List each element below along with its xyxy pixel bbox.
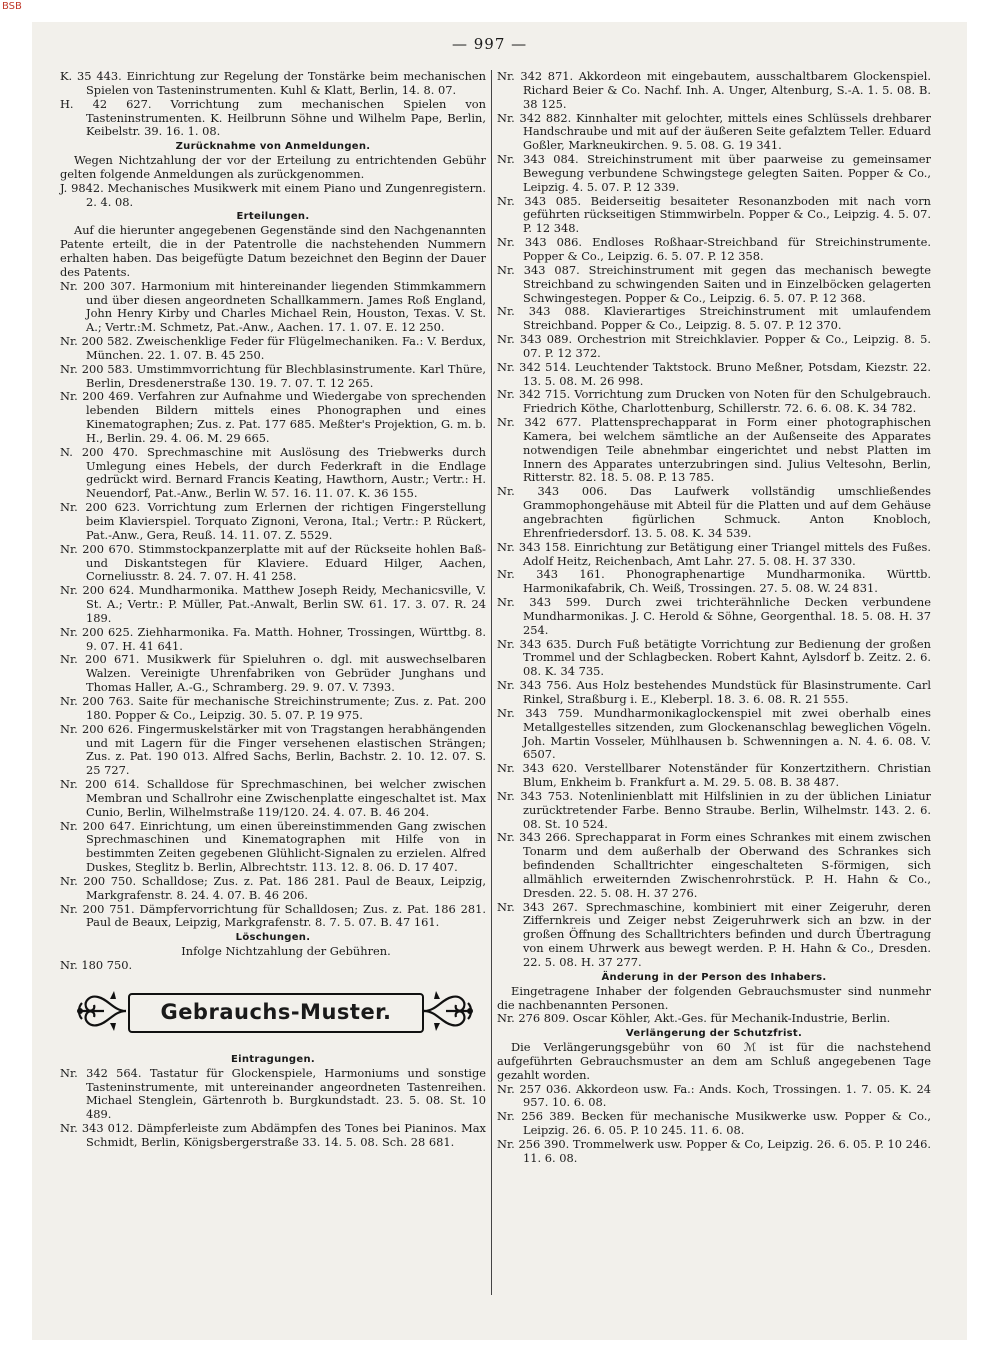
entry: Nr. 342 514. Leuchtender Taktstock. Bruno Meßner, Potsdam, Kiezstr. 22. 13. 5. 08. M. 26 998.: [497, 359, 931, 388]
entry: Nr. 343 087. Streichinstrument mit gegen das mechanisch bewegte Streichband zu schwingenden Saiten und in Einzelböcken gelagerten Schwingestegen. Popper & Co., Leipzig. 6. 5. 07. P. 12 368.: [497, 262, 931, 305]
left-column: [60, 70, 486, 1150]
entry: Nr. 342 882. Kinnhalter mit gelochter, mittels eines Schlüssels drehbarer Handschraube und mit auf der äußeren Seite gefalztem Teller. Eduard Goßler, Markneukirchen. 9. 5. 08. G. 19 341.: [497, 110, 931, 153]
centered-line: Infolge Nichtzahlung der Gebühren.: [181, 944, 391, 959]
entry: Nr. 343 084. Streichinstrument mit über paarweise zu gemeinsamer Bewegung verbundene Schwingstege gelegten Saiten. Popper & Co., Leipzig. 4. 5. 07. P. 12 339.: [497, 152, 931, 194]
page-number: — 997 —: [452, 35, 528, 53]
entry: Nr. 256 390. Trommelwerk usw. Popper & Co, Leipzig. 26. 6. 05. P. 10 246. 11. 6. 08.: [497, 1136, 931, 1165]
column-divider: [491, 70, 492, 1295]
entry: H. 42 627. Vorrichtung zum mechanischen Spielen von Tasteninstrumenten. K. Heilbrunn Söhne und Wilhelm Pape, Berlin, Keibelstr. 39. 16. 1. 08.: [60, 96, 486, 139]
entry: Nr. 343 158. Einrichtung zur Betätigung einer Triangel mittels des Fußes. Adolf Heitz, Reichenbach, Amt Lahr. 27. 5. 08. H. 37 330.: [497, 539, 931, 568]
section-heading: Eintragungen.: [231, 1053, 315, 1065]
entry: K. 35 443. Einrichtung zur Regelung der Tonstärke beim mechanischen Spielen von Tasteninstrumenten. Kuhl & Klatt, Berlin, 14. 8. 07.: [60, 69, 486, 97]
entry: Nr. 342 564. Tastatur für Glockenspiele, Harmoniums und sonstige Tasteninstrumente, mit untereinander angeordneten Tastenreihen. Michael Stenglein, Gärtenroth b. Burgkundstadt. 23. 5. 08. St. 10 489.: [60, 1065, 486, 1122]
section-heading: Zurücknahme von Anmeldungen.: [175, 141, 371, 153]
entry: Nr. 343 759. Mundharmonikaglockenspiel mit zwei oberhalb eines Metallgestelles sitzenden, zum Glockenanschlag beweglichen Vögeln. Joh. Martin Vosseler, Mühlhausen b. Schwenningen a. N. 4. 6. 08. V. 6507.: [497, 705, 931, 762]
entry: Nr. 343 161. Phonographenartige Mundharmonika. Württb. Harmonikafabrik, Ch. Weiß, Trossingen. 27. 5. 08. W. 24 831.: [497, 567, 931, 596]
entry: Nr. 343 635. Durch Fuß betätigte Vorrichtung zur Bedienung der großen Trommel und der Schlagbecken. Robert Kahnt, Aylsdorf b. Zeitz. 2. 6. 08. K. 34 735.: [497, 636, 931, 679]
entry: Nr. 343 753. Notenliniеnblatt mit Hilfslinien in zu der üblichen Liniatur zurücktretender Farbe. Benno Straube. Berlin, Wilhelmstr. 143. 2. 6. 08. St. 10 524.: [497, 788, 931, 831]
entry: Nr. 200 670. Stimmstockpanzerplatte mit auf der Rückseite hohlen Baß- und Diskantstegen für Klaviere. Eduard Hilger, Aachen, Corneliusstr. 8. 24. 7. 07. H. 41 258.: [60, 541, 486, 584]
entry: Nr. 200 582. Zweischenklige Feder für Flügelmechaniken. Fa.: V. Berdux, München. 22. 1. 07. B. 45 250.: [60, 334, 486, 362]
entry: Nr. 343 085. Beiderseitig besaiteter Resonanzboden mit nach vorn geführten rückseitigen Stimmwirbeln. Popper & Co., Leipzig. 4. 5. 07. P. 12 348.: [497, 193, 931, 236]
entry: Nr. 257 036. Akkordeon usw. Fa.: Ands. Koch, Trossingen. 1. 7. 05. K. 24 957. 10. 6. 08.: [497, 1081, 931, 1110]
entry: Nr. 200 647. Einrichtung, um einen übereinstimmenden Gang zwischen Sprechmaschinen und Kinematographen mit Hilfe von in bestimmten Zeiten gegebenen Glühlicht-Signalen zu erzielen. Alfred Duskes, Steglitz b. Berlin, Albrechtstr. 113. 12. 8. 06. D. 17 407.: [60, 818, 486, 875]
entry: Nr. 200 469. Verfahren zur Aufnahme und Wiedergabe von sprechenden lebenden Bildern mittels eines Phonographen und eines Kinematographen; Zus. z. Pat. 177 685. Meßter's Projektion, G. m. b. H., Berlin. 29. 4. 06. M. 29 665.: [60, 389, 486, 445]
entry: Nr. 343 266. Sprechapparat in Form eines Schrankes mit einem zwischen Tonarm und dem außerhalb der Oberwand des Schrankes sich befindenden Schalltrichter eingeschalteten S-förmigen, sich allmählich erweiternden Zwischenrohrstück. P. H. Hahn & Co., Dresden. 22. 5. 08. H. 37 276.: [497, 830, 931, 900]
entry: Nr. 343 086. Endloses Roßhaar-Streichband für Streichinstrumente. Popper & Co., Leipzig. 6. 5. 07. P. 12 358.: [497, 235, 931, 263]
banner-frame: [128, 993, 424, 1033]
entry: Nr. 200 623. Vorrichtung zum Erlernen der richtigen Fingerstellung beim Klavierspiel. Torquato Zignoni, Verona, Ital.; Vertr.: P. Rückert, Pat.-Anw., Gera, Reuß. 14. 11. 07. Z. 5529.: [60, 500, 486, 542]
entry: Nr. 200 750. Schalldose; Zus. z. Pat. 186 281. Paul de Beaux, Leipzig, Markgrafenstr. 8. 24. 4. 07. B. 46 206.: [60, 873, 486, 902]
entry: Nr. 343 012. Dämpferleiste zum Abdämpfen des Tones bei Pianinos. Max Schmidt, Berlin, Königsbergerstraße 33. 14. 5. 08. Sch. 28 681.: [60, 1121, 486, 1149]
entry: Nr. 200 763. Saite für mechanische Streichinstrumente; Zus. z. Pat. 200 180. Popper & Co., Leipzig. 30. 5. 07. P. 19 975.: [60, 693, 486, 722]
section-heading: Verlängerung der Schutzfrist.: [625, 1028, 803, 1040]
gebrauchs-muster-banner: [60, 979, 486, 1043]
entry: Nr. 343 620. Verstellbarer Notenständer für Konzertzithern. Christian Blum, Enkheim b. Frankfurt a. M. 29. 5. 08. B. 38 487.: [497, 761, 931, 790]
entry: Nr. 343 599. Durch zwei trichterähnliche Decken verbundene Mundharmonikas. J. C. Herold & Söhne, Georgenthal. 18. 5. 08. H. 37 254.: [497, 595, 931, 637]
entry: Nr. 200 583. Umstimmvorrichtung für Blechblasinstrumente. Karl Thüre, Berlin, Dresdenerstraße 130. 19. 7. 07. T. 12 265.: [60, 361, 486, 390]
right-ornament-icon: [422, 985, 476, 1037]
entry: Nr. 200 307. Harmonium mit hintereinander liegenden Stimmkammern und über diesen angeordneten Schallkammern. James Roß England, John Henry Kirby und Charles Michael Rein, Houston, Texas. V. St. A.; Vertr.:M. Schmetz, Pat.-Anw., Aachen. 17. 1. 07. E. 12 250.: [60, 278, 486, 335]
section-title: Gebrauchs-Muster.: [160, 999, 392, 1024]
section-heading: Änderung in der Person des Inhabers.: [601, 971, 827, 983]
library-watermark: BSB: [2, 1, 22, 12]
entry: J. 9842. Mechanisches Musikwerk mit einem Piano und Zungenregistern. 2. 4. 08.: [60, 180, 486, 209]
entry: Nr. 180 750.: [60, 958, 133, 972]
section-heading: Erteilungen.: [236, 211, 310, 223]
entry: Nr. 343 006. Das Laufwerk vollständig umschließendes Grammophongehäuse mit Abteil für die Platten und auf dem Gehäuse angebrachten figürlichen Schmuck. Anton Knobloch, Ehrenfriedersdorf. 13. 5. 08. K. 34 539.: [497, 484, 931, 540]
paragraph: Eingetragene Inhaber der folgenden Gebrauchsmuster sind nunmehr die nachbenannten Personen.: [497, 983, 931, 1012]
entry: N. 200 470. Sprechmaschine mit Auslösung des Triebwerks durch Umlegung eines Hebels, der durch Federkraft in die Endlage gedrückt wird. Bernard Francis Keating, Hawthorn, Austr.; Vertr.: H. Neuendorf, Pat.-Anw., Berlin W. 57. 16. 11. 07. K. 36 155.: [60, 444, 486, 501]
entry: Nr. 200 614. Schalldose für Sprechmaschinen, bei welcher zwischen Membran und Schallrohr eine Zwischenplatte eingeschaltet ist. Max Cunio, Berlin, Wilhelmstraße 119/120. 24. 4. 07. B. 46 204.: [60, 777, 486, 819]
entry: Nr. 343 756. Aus Holz bestehendes Mundstück für Blasinstrumente. Carl Rinkel, Straßburg i. E., Kleberpl. 18. 3. 6. 08. R. 21 555.: [497, 678, 931, 706]
entry: Nr. 342 871. Akkordeon mit eingebautem, ausschaltbarem Glockenspiel. Richard Beier & Co. Nachf. Inh. A. Unger, Altenburg, S.-A. 1. 5. 08. B. 38 125.: [497, 69, 931, 111]
entry: Nr. 343 267. Sprechmaschine, kombiniert mit einer Zeigeruhr, deren Ziffernkreis und Zeiger nebst Zeigeruhrwerk sich an bzw. in der großen Öffnung des Schalltrichters befinden und durch Übertragung von einem Uhrwerk aus bewegt werden. P. H. Hahn & Co., Dresden. 22. 5. 08. H. 37 277.: [497, 899, 931, 969]
paragraph: Die Verlängerungsgebühr von 60 ℳ ist für die nachstehend aufgeführten Gebrauchsmuster an dem am Schluß angegebenen Tage gezahlt worden.: [497, 1040, 931, 1082]
paragraph: Wegen Nichtzahlung der vor der Erteilung zu entrichtenden Gebühr gelten folgende Anmeldungen als zurückgenommen.: [60, 153, 486, 181]
entry: Nr. 276 809. Oscar Köhler, Akt.-Ges. für Mechanik-Industrie, Berlin.: [497, 1011, 891, 1026]
entry: Nr. 342 677. Plattensprechapparat in Form einer photographischen Kamera, bei welchem sämtliche an der Außenseite des Apparates notwendigen Teile abnehmbar eingerichtet und nebst Platten im Innern des Apparates unterzubringen sind. Julius Veltesohn, Berlin, Ritterstr. 82. 18. 5. 08. P. 13 785.: [497, 415, 931, 485]
entry: Nr. 256 389. Becken für mechanische Musikwerke usw. Popper & Co., Leipzig. 26. 6. 05. P. 10 245. 11. 6. 08.: [497, 1109, 931, 1138]
right-column: [497, 70, 931, 1166]
entry: Nr. 343 089. Orchestrion mit Streichklavier. Popper & Co., Leipzig. 8. 5. 07. P. 12 372.: [497, 332, 931, 360]
section-heading: Löschungen.: [235, 932, 311, 944]
paragraph: Auf die hierunter angegebenen Gegenstände sind den Nachgenannten Patente erteilt, die in der Patentrolle die nachstehenden Nummern erhalten haben. Das beigefügte Datum bezeichnet den Beginn der Dauer des Patents.: [60, 223, 486, 279]
entry: Nr. 200 626. Fingermuskelstärker mit von Tragstangen herabhängenden und mit Lagern für die Finger versehenen elastischen Strängen; Zus. z. Pat. 190 013. Alfred Sachs, Berlin, Bachstr. 2. 10. 12. 07. S. 25 727.: [60, 721, 486, 778]
entry: Nr. 200 671. Musikwerk für Spieluhren o. dgl. mit auswechselbaren Walzen. Vereinigte Uhrenfabriken von Gebrüder Junghans und Thomas Haller, A.-G., Schramberg. 29. 9. 07. V. 7393.: [60, 652, 486, 695]
entry: Nr. 200 751. Dämpfervorrichtung für Schalldosen; Zus. z. Pat. 186 281. Paul de Beaux, Leipzig, Markgrafenstr. 8. 7. 5. 07. B. 47 161.: [60, 901, 486, 930]
entry: Nr. 200 625. Ziehharmonika. Fa. Matth. Hohner, Trossingen, Württbg. 8. 9. 07. H. 41 641.: [60, 624, 486, 653]
entry: Nr. 200 624. Mundharmonika. Matthew Joseph Reidy, Mechanicsville, V. St. A.; Vertr.: P. Müller, Pat.-Anwalt, Berlin SW. 61. 17. 3. 07. R. 24 189.: [60, 583, 486, 625]
entry: Nr. 343 088. Klavierartiges Streichinstrument mit umlaufendem Streichband. Popper & Co., Leipzig. 8. 5. 07. P. 12 370.: [497, 304, 931, 333]
entry: Nr. 342 715. Vorrichtung zum Drucken von Noten für den Schulgebrauch. Friedrich Köthe, Charlottenburg, Schillerstr. 72. 6. 6. 08. K. 34 782.: [497, 387, 931, 416]
left-ornament-icon: [74, 985, 128, 1037]
